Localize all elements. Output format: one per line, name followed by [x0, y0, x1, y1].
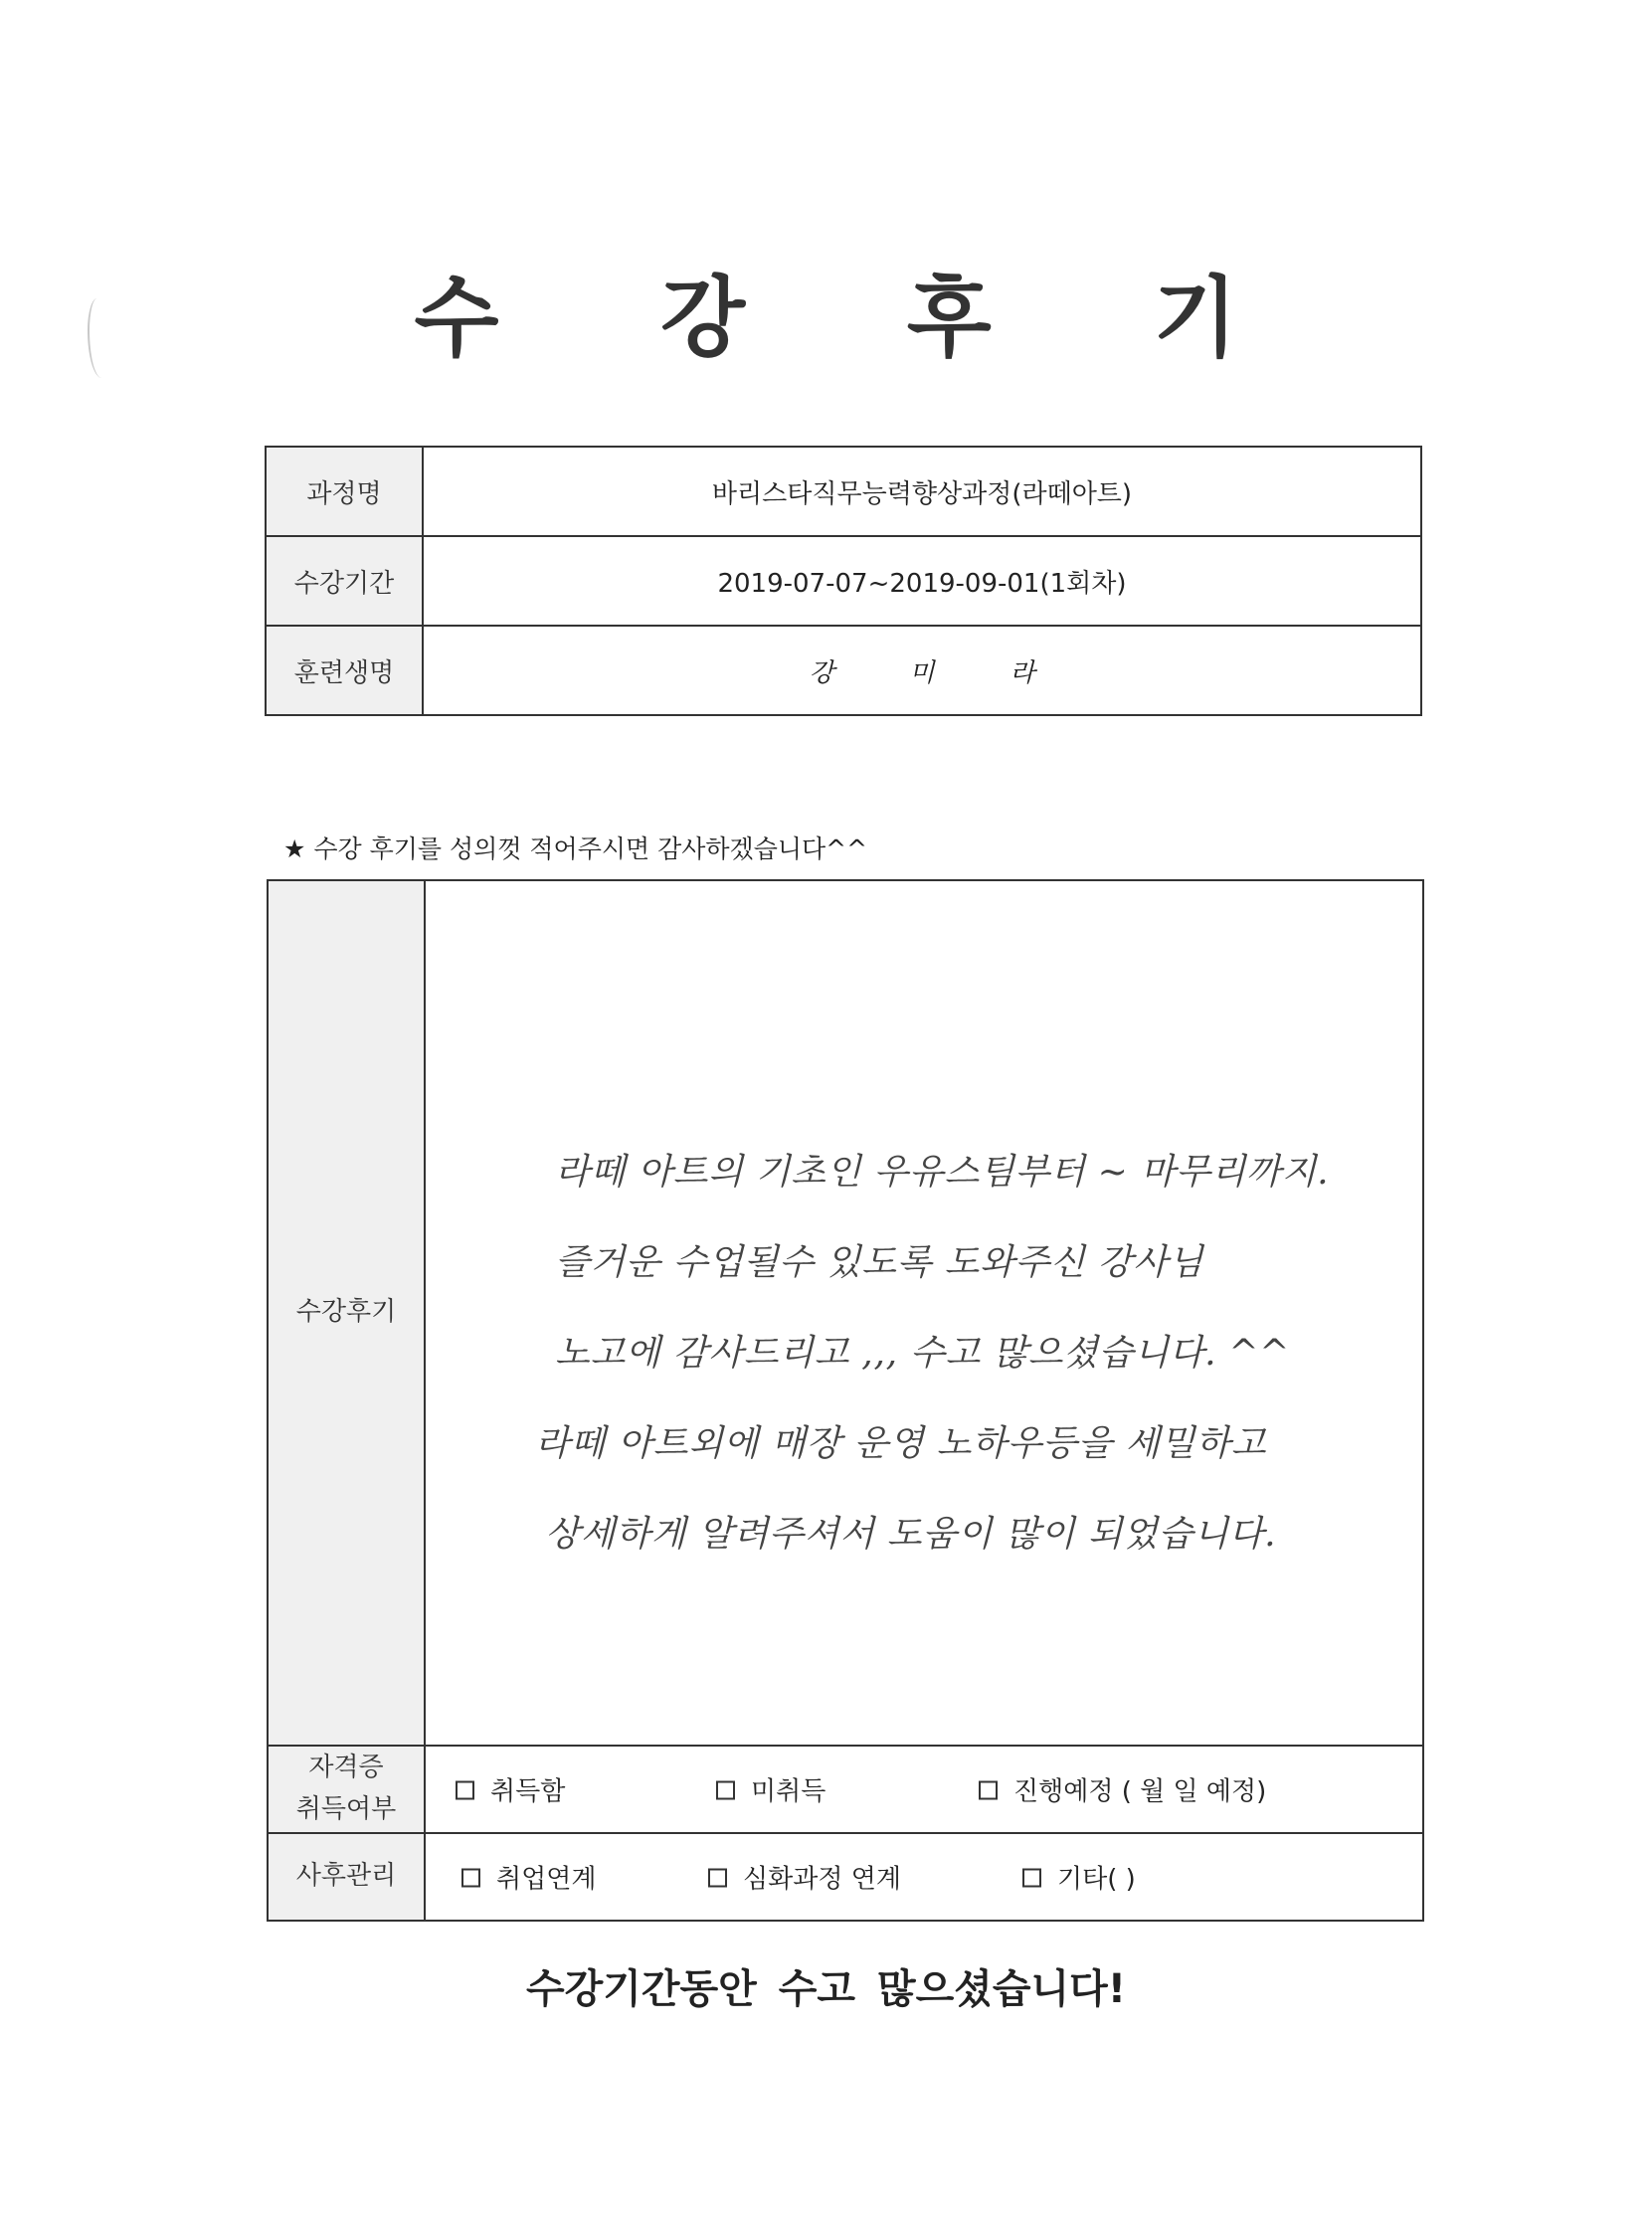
course-period-value: 2019-07-07~2019-09-01(1회차)	[423, 536, 1421, 626]
checkbox-icon[interactable]	[456, 1781, 474, 1800]
option-scheduled[interactable]	[979, 1771, 1266, 1808]
certificate-options	[425, 1746, 1423, 1833]
review-text-area	[425, 880, 1423, 1746]
review-line: 노고에 감사드리고 ,,, 수고 많으셨습니다. ^^	[555, 1333, 1291, 1374]
table-row	[266, 626, 1421, 715]
checkbox-icon[interactable]	[979, 1781, 998, 1800]
certificate-label-line1: 자격증	[308, 1753, 384, 1783]
option-label: 심화과정 연계	[743, 1864, 901, 1895]
course-period-label: 수강기간	[266, 536, 423, 626]
closing-message: 수강기간동안 수고 많으셨습니다!	[525, 1966, 1127, 2012]
review-line: 라떼 아트외에 매장 운영 노하우등을 세밀하고	[535, 1423, 1267, 1464]
review-notice: ★ 수강 후기를 성의껏 적어주시면 감사하겠습니다^^	[283, 834, 868, 863]
table-row	[268, 1746, 1423, 1833]
course-name-label: 과정명	[266, 447, 423, 536]
option-other[interactable]	[1022, 1859, 1136, 1896]
option-label: 진행예정 ( 월 일 예정)	[1013, 1776, 1267, 1807]
trainee-name-value: 강 미 라	[423, 626, 1421, 715]
checkbox-icon[interactable]	[716, 1781, 735, 1800]
checkbox-icon[interactable]	[708, 1869, 727, 1888]
table-row	[268, 1833, 1423, 1921]
option-label: 취득함	[490, 1776, 566, 1807]
checkbox-icon[interactable]	[461, 1869, 480, 1888]
option-label: 취업연계	[496, 1864, 597, 1895]
option-not-acquired[interactable]	[716, 1771, 826, 1808]
review-table	[267, 879, 1424, 1922]
followup-options	[425, 1833, 1423, 1921]
review-line: 상세하게 알려주셔서 도움이 많이 되었습니다.	[545, 1514, 1277, 1555]
option-acquired[interactable]	[456, 1771, 565, 1808]
review-label: 수강후기	[268, 880, 425, 1746]
option-advanced-course[interactable]	[708, 1859, 901, 1896]
trainee-name-label: 훈련생명	[266, 626, 423, 715]
page-title: 수 강 후 기	[414, 267, 1304, 369]
option-job-link[interactable]	[461, 1859, 596, 1896]
table-row	[268, 880, 1423, 1746]
option-label: 기타( )	[1057, 1864, 1136, 1895]
certificate-label-line2: 취득여부	[295, 1794, 397, 1824]
table-row	[266, 447, 1421, 536]
course-info-table	[265, 446, 1422, 716]
review-line: 즐거운 수업될수 있도록 도와주신 강사님	[555, 1242, 1204, 1283]
table-row	[266, 536, 1421, 626]
certificate-label	[268, 1746, 425, 1833]
checkbox-icon[interactable]	[1022, 1869, 1041, 1888]
course-name-value: 바리스타직무능력향상과정(라떼아트)	[423, 447, 1421, 536]
option-label: 미취득	[751, 1776, 826, 1807]
followup-label: 사후관리	[268, 1833, 425, 1921]
review-line: 라떼 아트의 기초인 우유스팀부터 ~ 마무리까지.	[555, 1152, 1330, 1193]
